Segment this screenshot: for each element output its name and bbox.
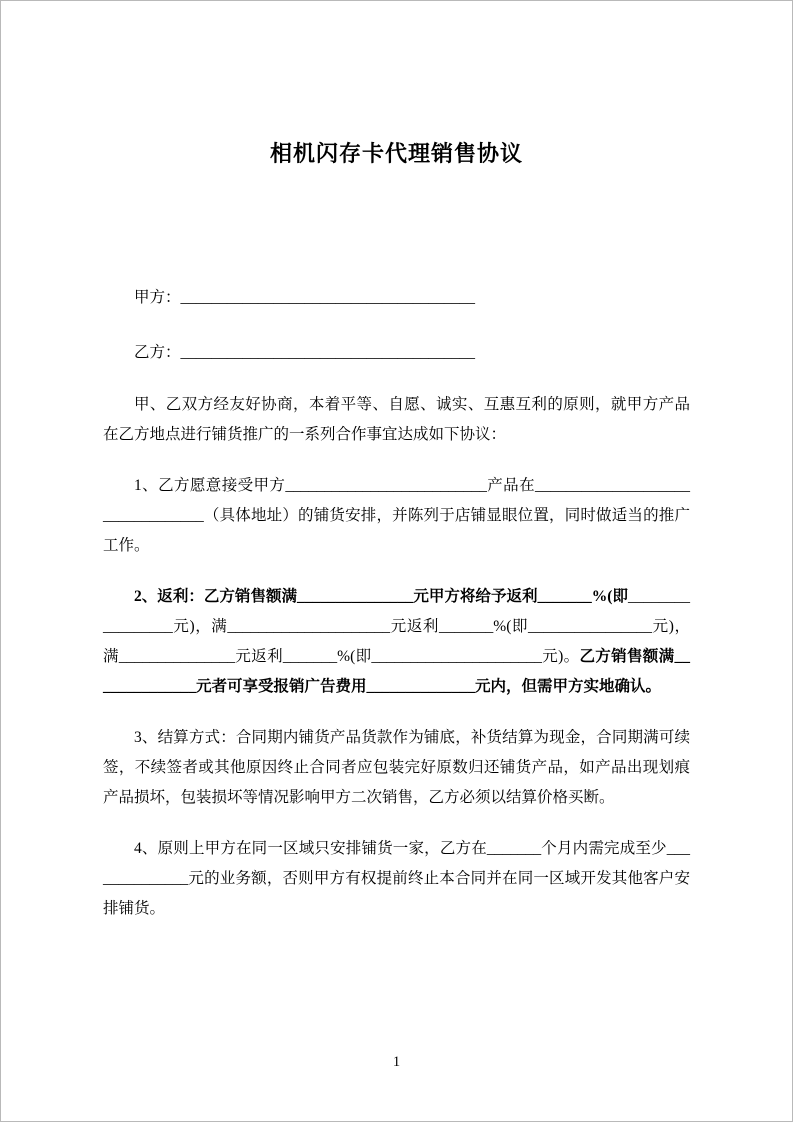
clause-2-bold-end: 乙方销售额满______________元者可享受报销广告费用______________元内，但需甲方实地确认。 (103, 648, 690, 695)
party-a-line: 甲方：______________________________________ (134, 289, 476, 306)
clause-2-middle: _________________元)，满_____________________元返利_______%(即________________元)，满_______________元返利_______%(即______________________元)。 (103, 588, 690, 665)
clause-1: 1、乙方愿意接受甲方__________________________产品在_________________________________（具体地址）的铺货安排，并陈列于店铺显眼位置，同时做适当的推广工作。 (103, 477, 690, 554)
party-b-line: 乙方：______________________________________ (134, 344, 476, 361)
page-number: 1 (392, 1054, 401, 1070)
clause-3: 3、结算方式：合同期内铺货产品货款作为铺底，补货结算为现金，合同期满可续签，不续签者或其他原因终止合同者应包装完好原数归还铺货产品，如产品出现划痕产品损坏，包装损坏等情况影响甲方二次销售，乙方必须以结算价格买断。 (103, 729, 690, 806)
clause-2-bold-start: 2、返利：乙方销售额满_______________元甲方将给予返利_______%(即 (134, 588, 628, 605)
clause-2 (103, 582, 690, 702)
intro-paragraph: 甲、乙双方经友好协商，本着平等、自愿、诚实、互惠互利的原则，就甲方产品在乙方地点进行铺货推广的一系列合作事宜达成如下协议： (103, 396, 690, 443)
document-title: 相机闪存卡代理销售协议 (269, 141, 523, 166)
clause-4: 4、原则上甲方在同一区域只安排铺货一家，乙方在_______个月内需完成至少______________元的业务额，否则甲方有权提前终止本合同并在同一区域开发其他客户安排铺货。 (103, 840, 690, 917)
